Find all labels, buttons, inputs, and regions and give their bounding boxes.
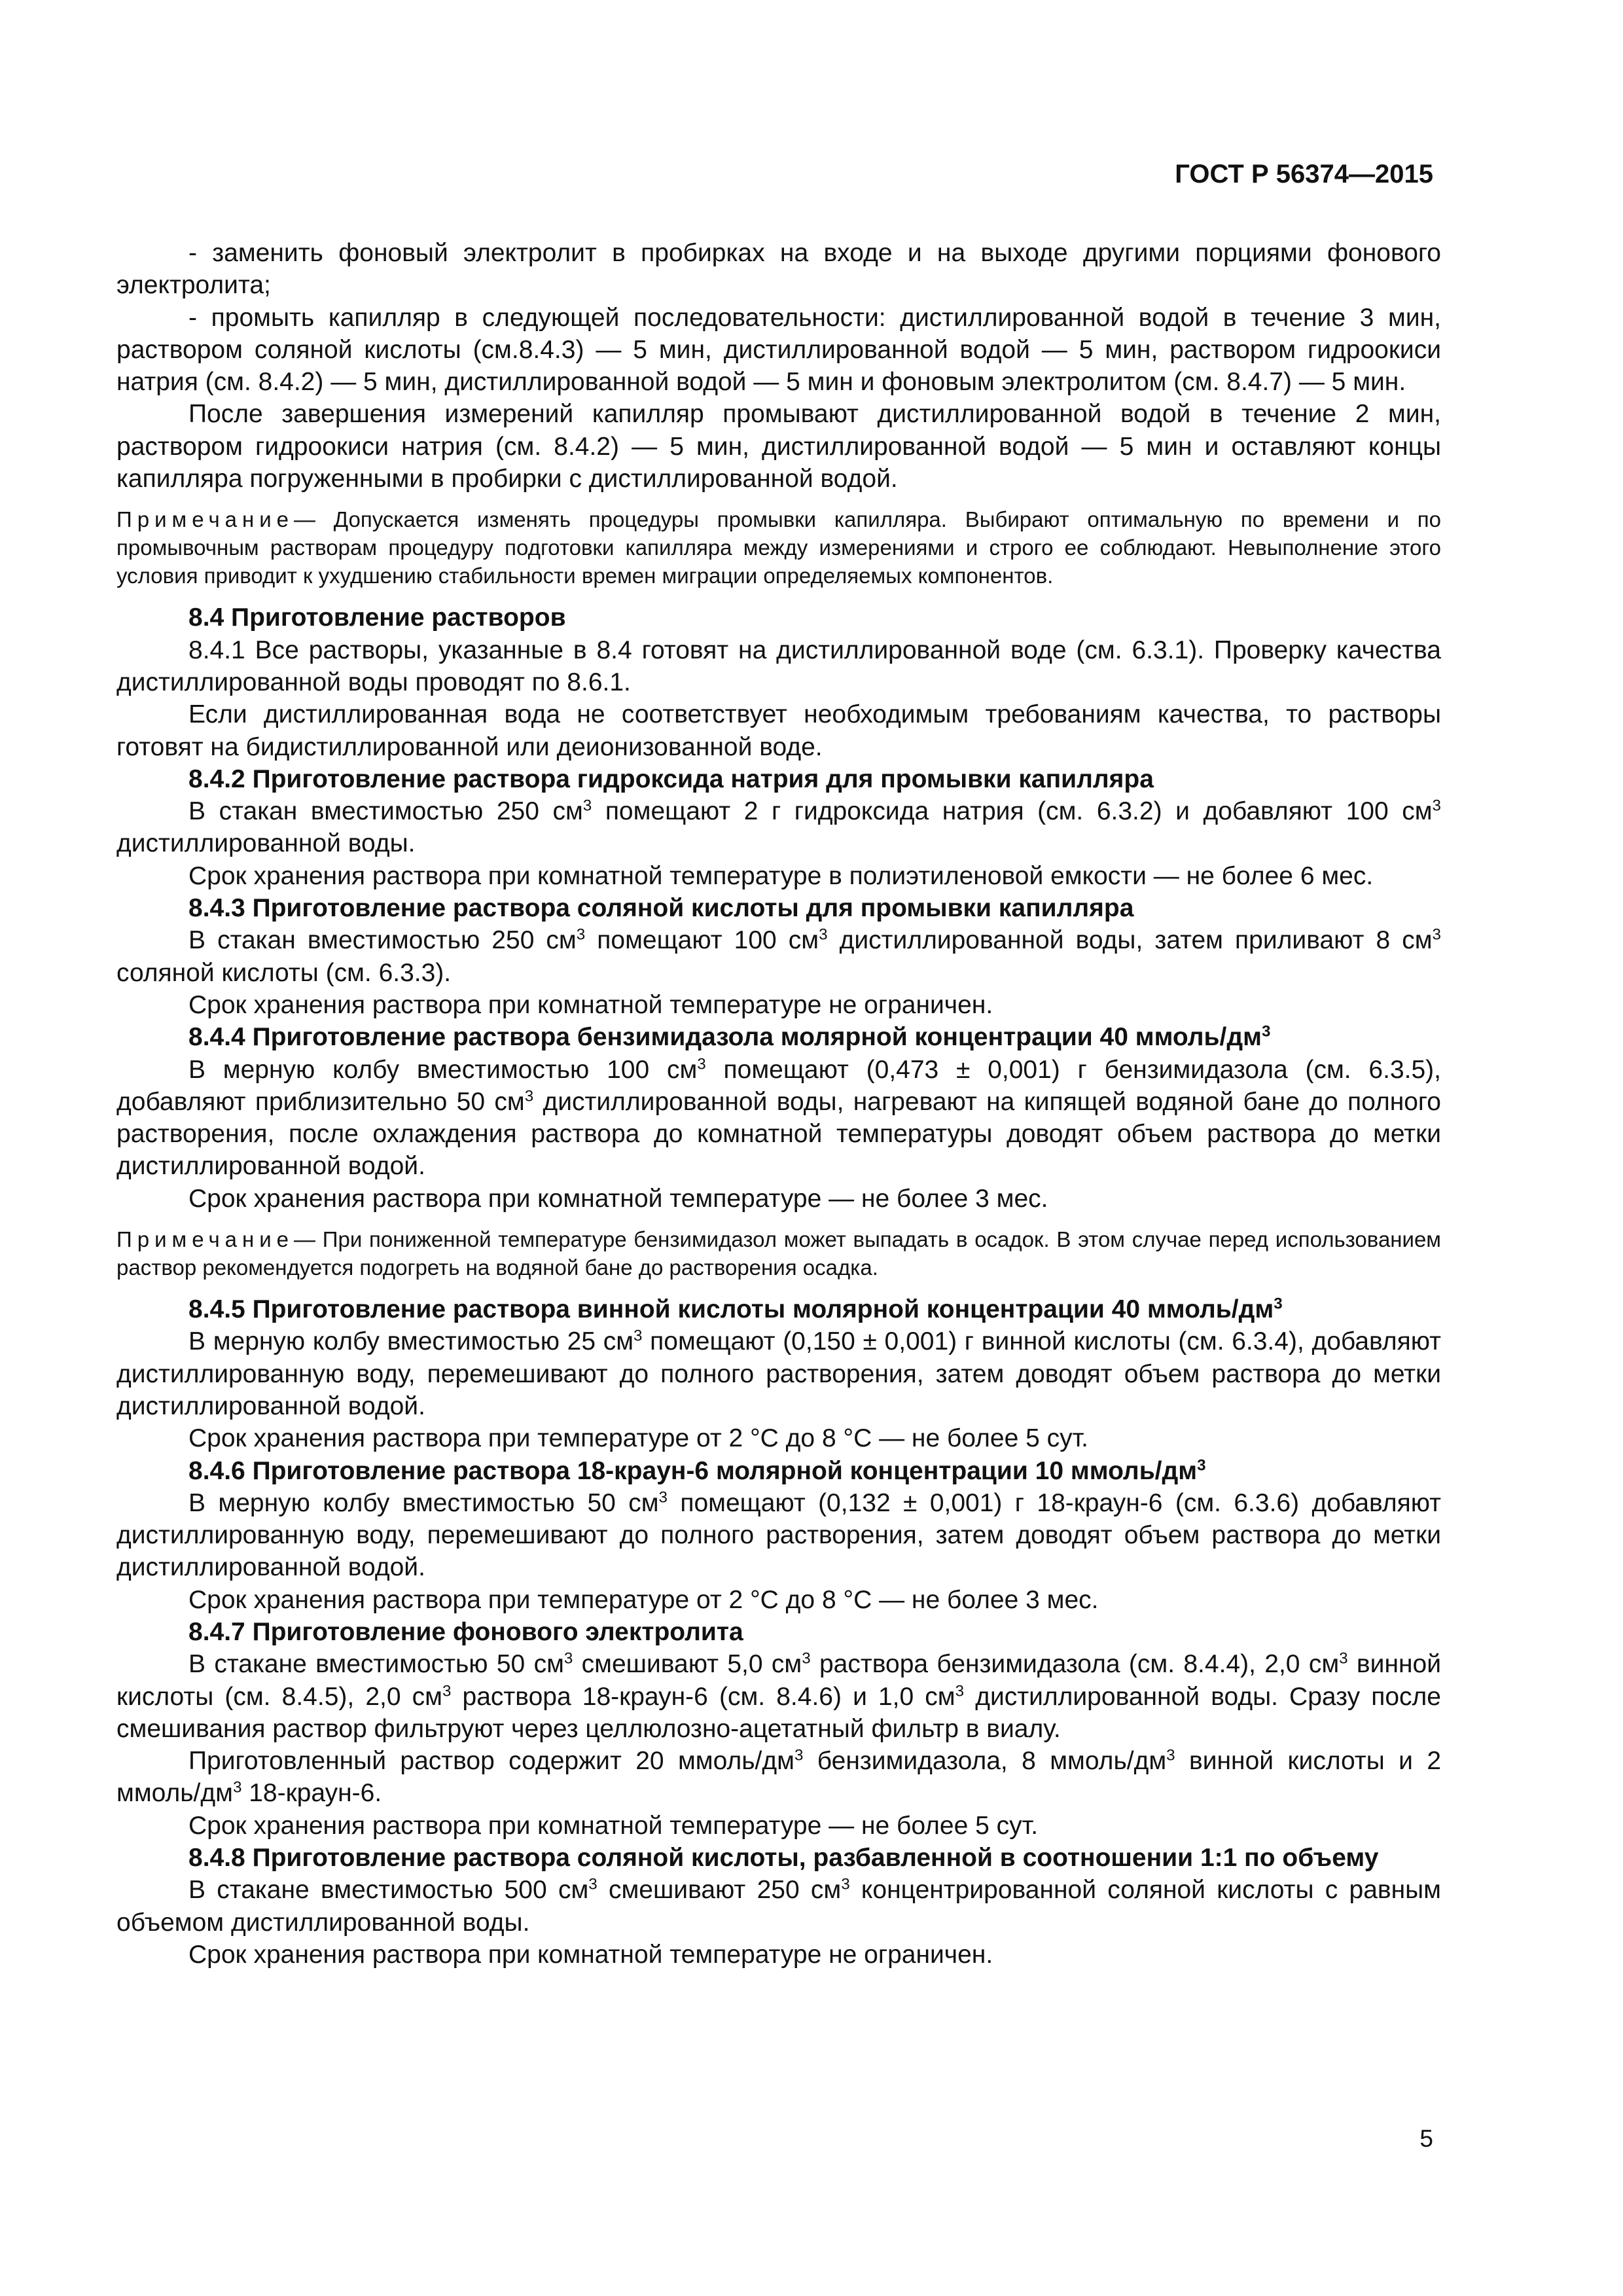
text-run: винной кислоты (см. 8.4.5), 2,0 см bbox=[116, 1650, 1441, 1711]
text-run: - промыть капилляр в следующей последовательности: дистиллированной водой в течение 3 мин, раствором соляной кислоты (см.8.4.3) — 5 мин, дистиллированной водой — 5 мин, раствором гидроокиси натрия (см. 8.4.2) — 5 мин, дистиллированной водой — 5 мин и фоновым электролитом (см. 8.4.7) — 5 мин. bbox=[116, 303, 1441, 397]
section-heading bbox=[116, 763, 1441, 795]
text-run: В стакан вместимостью 250 см bbox=[188, 926, 577, 955]
text-run: смешивают 5,0 см bbox=[573, 1650, 802, 1679]
section-heading bbox=[116, 1021, 1441, 1053]
section-heading bbox=[116, 1616, 1441, 1648]
text-run: соляной кислоты (см. 6.3.3). bbox=[116, 958, 452, 987]
superscript: 3 bbox=[442, 1682, 452, 1700]
text-run: 8.4.7 Приготовление фонового электролита bbox=[188, 1617, 743, 1646]
body-paragraph bbox=[116, 1183, 1441, 1215]
text-run: помещают (0,150 ± 0,001) г винной кислоты (см. 6.3.4), добавляют дистиллированную воду, перемешивают до полного растворения, затем доводят объем раствора до метки дистиллированной водой. bbox=[116, 1327, 1441, 1420]
body-paragraph bbox=[116, 634, 1441, 699]
text-run: В мерную колбу вместимостью 25 см bbox=[188, 1327, 634, 1356]
text-run: помещают 2 г гидроксида натрия (см. 6.3.2) и добавляют 100 см bbox=[592, 797, 1433, 826]
body-paragraph bbox=[116, 398, 1441, 495]
section-heading bbox=[116, 1842, 1441, 1874]
text-run: Если дистиллированная вода не соответствует необходимым требованиям качества, то растворы готовят на бидистиллированной или деионизованной воде. bbox=[116, 700, 1441, 761]
text-run: В стакане вместимостью 50 см bbox=[188, 1650, 564, 1679]
superscript: 3 bbox=[658, 1488, 668, 1507]
text-run: раствора 18-краун-6 (см. 8.4.6) и 1,0 см bbox=[451, 1682, 955, 1711]
text-run: дистиллированной воды, затем приливают 8 см bbox=[827, 926, 1433, 955]
text-run: концентрированной соляной кислоты с равным объемом дистиллированной воды. bbox=[116, 1876, 1441, 1937]
document-body bbox=[116, 237, 1441, 1971]
text-run: раствора бензимидазола (см. 8.4.4), 2,0 см bbox=[810, 1650, 1340, 1679]
text-run: 8.4.3 Приготовление раствора соляной кислоты для промывки капилляра bbox=[188, 894, 1134, 923]
superscript: 3 bbox=[841, 1876, 850, 1894]
text-run: В стакане вместимостью 500 см bbox=[188, 1876, 589, 1905]
document-code-header: ГОСТ Р 56374—2015 bbox=[1175, 160, 1433, 188]
text-run: 8.4 Приготовление растворов bbox=[188, 603, 566, 632]
superscript: 3 bbox=[563, 1649, 573, 1668]
text-run: помещают (0,473 ± 0,001) г бензимидазола (см. 6.3.5), добавляют приблизительно 50 см bbox=[116, 1055, 1441, 1116]
note-paragraph bbox=[116, 1225, 1441, 1282]
body-paragraph bbox=[116, 860, 1441, 892]
body-paragraph bbox=[116, 698, 1441, 763]
note-text: — При пониженной температуре бензимидазол может выпадать в осадок. В этом случае перед использованием раствор рекомендуется подогреть на водяной бане до растворения осадка. bbox=[116, 1227, 1441, 1280]
text-run: После завершения измерений капилляр промывают дистиллированной водой в течение 2 мин, раствором гидроокиси натрия (см. 8.4.2) — 5 мин, дистиллированной водой — 5 мин и оставляют концы капилляра погруженными в пробирки с дистиллированной водой. bbox=[116, 400, 1441, 493]
note-text: — Допускается изменять процедуры промывки капилляра. Выбирают оптимальную по времени и по промывочным растворам процедуру подготовки капилляра между измерениями и строго ее соблюдают. Невыполнение этого условия приводит к ухудшению стабильности времен миграции определяемых компонентов. bbox=[116, 507, 1441, 588]
superscript: 3 bbox=[794, 1746, 804, 1765]
note-paragraph bbox=[116, 505, 1441, 590]
superscript: 3 bbox=[697, 1055, 706, 1073]
text-run: смешивают 250 см bbox=[597, 1876, 842, 1905]
superscript: 3 bbox=[1166, 1746, 1175, 1765]
superscript: 3 bbox=[1197, 1456, 1206, 1475]
body-paragraph bbox=[116, 795, 1441, 860]
body-paragraph bbox=[116, 237, 1441, 302]
text-run: Приготовленный раствор содержит 20 ммоль/дм bbox=[188, 1747, 794, 1776]
text-run: дистиллированной воды, нагревают на кипящей водяной бане до полного растворения, после охлаждения раствора до комнатной температуры доводят объем раствора до метки дистиллированной водой. bbox=[116, 1087, 1441, 1181]
text-run: 8.4.2 Приготовление раствора гидроксида натрия для промывки капилляра bbox=[188, 764, 1154, 793]
text-run: Срок хранения раствора при комнатной температуре не ограничен. bbox=[188, 1940, 993, 1969]
body-paragraph bbox=[116, 924, 1441, 989]
note-label: Примечание bbox=[116, 507, 294, 532]
superscript: 3 bbox=[582, 797, 592, 815]
superscript: 3 bbox=[1339, 1649, 1348, 1668]
text-run: помещают 100 см bbox=[585, 926, 819, 955]
text-run: Срок хранения раствора при комнатной температуре в полиэтиленовой емкости — не более 6 мес. bbox=[188, 861, 1374, 890]
superscript: 3 bbox=[588, 1876, 597, 1894]
body-paragraph bbox=[116, 1810, 1441, 1842]
superscript: 3 bbox=[633, 1327, 643, 1346]
text-run: дистиллированной воды. bbox=[116, 829, 416, 858]
text-run: помещают (0,132 ± 0,001) г 18-краун-6 (см. 6.3.6) добавляют дистиллированную воду, перемешивают до полного растворения, затем доводят объем раствора до метки дистиллированной водой. bbox=[116, 1488, 1442, 1582]
superscript: 3 bbox=[955, 1682, 965, 1700]
body-paragraph bbox=[116, 1874, 1441, 1939]
superscript: 3 bbox=[576, 926, 586, 944]
note-label: Примечание bbox=[116, 1227, 294, 1252]
text-run: Срок хранения раствора при температуре от 2 °С до 8 °С — не более 3 мес. bbox=[188, 1585, 1099, 1614]
superscript: 3 bbox=[1432, 797, 1441, 815]
text-run: винной кислоты и 2 ммоль/дм bbox=[116, 1747, 1442, 1808]
body-paragraph bbox=[116, 1325, 1441, 1422]
page-number: 5 bbox=[1419, 2125, 1433, 2152]
section-heading bbox=[116, 1455, 1441, 1487]
text-run: 18-краун-6. bbox=[241, 1779, 382, 1808]
body-paragraph bbox=[116, 1648, 1441, 1745]
section-heading bbox=[116, 601, 1441, 634]
superscript: 3 bbox=[1432, 926, 1441, 944]
superscript: 3 bbox=[524, 1087, 534, 1105]
superscript: 3 bbox=[802, 1649, 811, 1668]
text-run: В стакан вместимостью 250 см bbox=[188, 797, 583, 826]
superscript: 3 bbox=[819, 926, 828, 944]
text-run: Срок хранения раствора при комнатной температуре — не более 5 сут. bbox=[188, 1811, 1039, 1840]
text-run: - заменить фоновый электролит в пробирках на входе и на выходе другими порциями фонового электролита; bbox=[116, 239, 1441, 300]
superscript: 3 bbox=[232, 1779, 242, 1797]
section-heading bbox=[116, 892, 1441, 924]
text-run: бензимидазола, 8 ммоль/дм bbox=[803, 1747, 1167, 1776]
body-paragraph bbox=[116, 302, 1441, 399]
body-paragraph bbox=[116, 1422, 1441, 1454]
superscript: 3 bbox=[1261, 1022, 1271, 1041]
text-run: Срок хранения раствора при комнатной температуре — не более 3 мес. bbox=[188, 1184, 1048, 1213]
superscript: 3 bbox=[1274, 1295, 1283, 1313]
body-paragraph bbox=[116, 1584, 1441, 1616]
text-run: В мерную колбу вместимостью 100 см bbox=[188, 1055, 698, 1084]
body-paragraph bbox=[116, 1745, 1441, 1810]
body-paragraph bbox=[116, 1487, 1441, 1584]
text-run: 8.4.8 Приготовление раствора соляной кислоты, разбавленной в соотношении 1:1 по объему bbox=[188, 1844, 1379, 1873]
body-paragraph bbox=[116, 1939, 1441, 1971]
text-run: Срок хранения раствора при температуре от 2 °С до 8 °С — не более 5 сут. bbox=[188, 1424, 1089, 1453]
text-run: дистиллированной воды. Сразу после смешивания раствор фильтруют через целлюлозно-ацетатный фильтр в виалу. bbox=[116, 1682, 1441, 1743]
text-run: 8.4.5 Приготовление раствора винной кислоты молярной концентрации 40 ммоль/дм bbox=[188, 1295, 1274, 1324]
body-paragraph bbox=[116, 989, 1441, 1021]
body-paragraph bbox=[116, 1054, 1441, 1183]
text-run: Срок хранения раствора при комнатной температуре не ограничен. bbox=[188, 990, 993, 1019]
text-run: 8.4.1 Все растворы, указанные в 8.4 готовят на дистиллированной воде (см. 6.3.1). Проверку качества дистиллированной воды проводят по 8.6.1. bbox=[116, 636, 1441, 696]
text-run: В мерную колбу вместимостью 50 см bbox=[188, 1488, 659, 1517]
text-run: 8.4.6 Приготовление раствора 18-краун-6 молярной концентрации 10 ммоль/дм bbox=[188, 1456, 1198, 1485]
text-run: 8.4.4 Приготовление раствора бензимидазола молярной концентрации 40 ммоль/дм bbox=[188, 1023, 1262, 1052]
section-heading bbox=[116, 1293, 1441, 1325]
